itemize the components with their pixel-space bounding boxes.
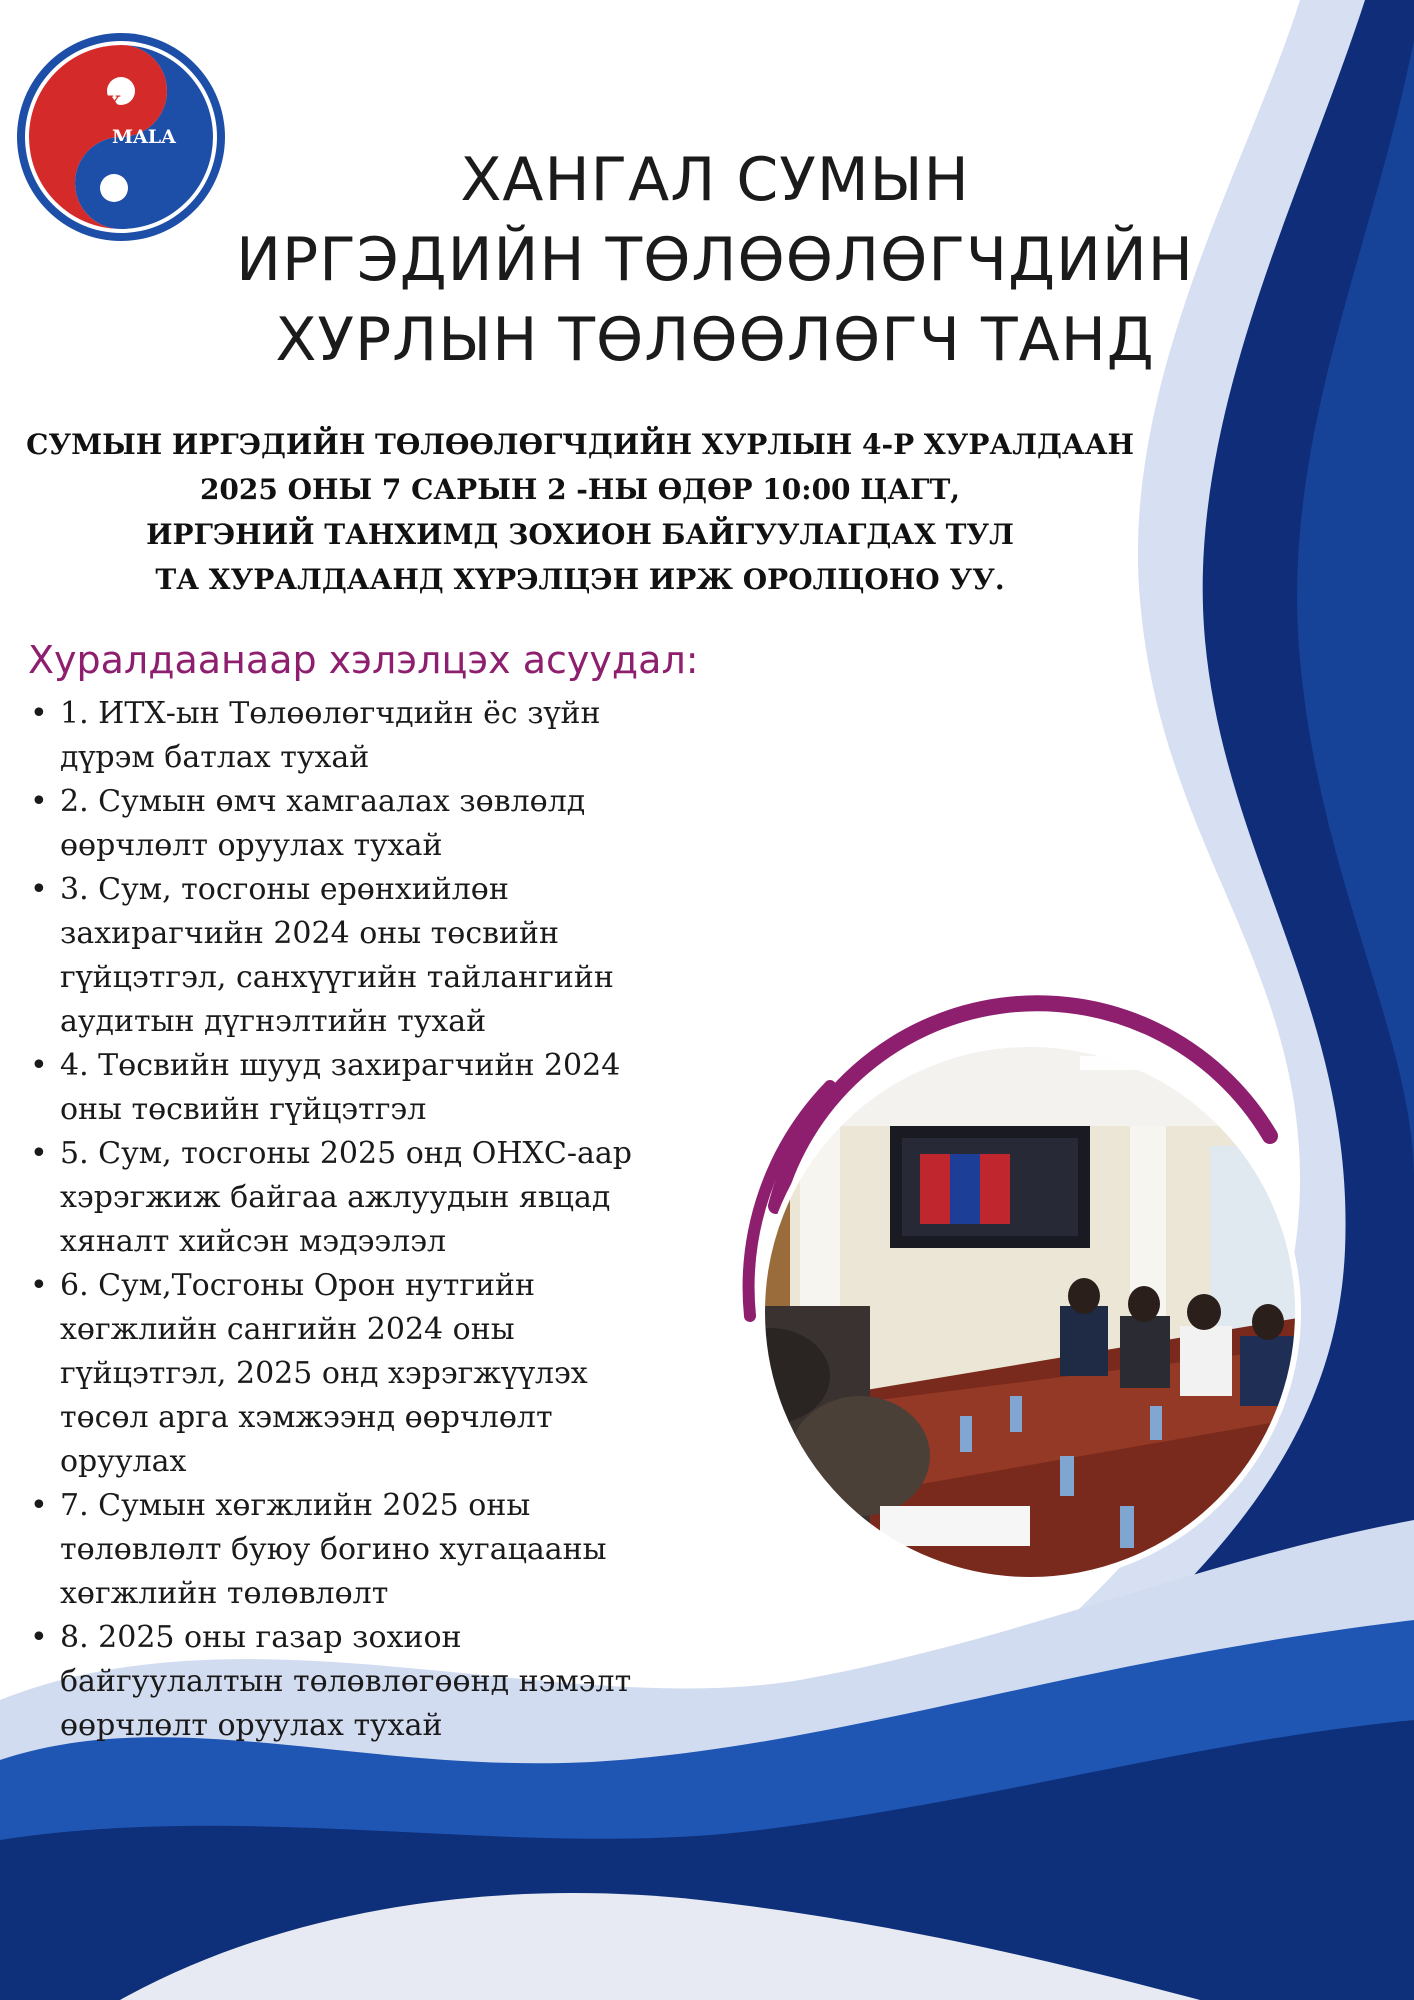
agenda-item-line: 1. ИТХ-ын Төлөөлөгчдийн ёс зүйн <box>60 696 601 731</box>
agenda-item-line: өөрчлөлт оруулах тухай <box>60 828 443 863</box>
meeting-photo <box>710 986 1326 1602</box>
bullet-icon: • <box>30 696 48 731</box>
meeting-notice <box>0 422 1160 602</box>
agenda-item-line: өөрчлөлт оруулах тухай <box>60 1708 443 1743</box>
agenda-heading: Хуралдаанаар хэлэлцэх асуудал: <box>28 638 699 682</box>
agenda-item-line: байгуулалтын төлөвлөгөөнд нэмэлт <box>60 1664 632 1699</box>
agenda-item <box>26 1132 706 1264</box>
title-line: ХУРЛЫН ТӨЛӨӨЛӨГЧ ТАНД <box>275 305 1155 375</box>
title-line: ИРГЭДИЙН ТӨЛӨӨЛӨГЧДИЙН <box>236 225 1194 295</box>
agenda-item <box>26 868 706 1044</box>
bullet-icon: • <box>30 1620 48 1655</box>
agenda-item-line: аудитын дүгнэлтийн тухай <box>60 1004 487 1039</box>
title-line: ХАНГАЛ СУМЫН <box>460 145 970 215</box>
agenda-item-line: 8. 2025 оны газар зохион <box>60 1620 462 1655</box>
agenda-item <box>26 780 706 868</box>
agenda-item-line: хэрэгжиж байгаа ажлуудын явцад <box>60 1180 611 1215</box>
bullet-icon: • <box>30 784 48 819</box>
page-title <box>210 140 1220 380</box>
agenda-item-line: оны төсвийн гүйцэтгэл <box>60 1092 427 1127</box>
notice-line: ТА ХУРАЛДААНД ХҮРЭЛЦЭН ИРЖ ОРОЛЦОНО УУ. <box>155 563 1005 596</box>
agenda-item-line: 5. Сум, тосгоны 2025 онд ОНХС-аар <box>60 1136 632 1171</box>
agenda-item-line: төлөвлөлт буюу богино хугацааны <box>60 1532 607 1567</box>
notice-line: ИРГЭНИЙ ТАНХИМД ЗОХИОН БАЙГУУЛАГДАХ ТУЛ <box>146 518 1014 551</box>
agenda-item <box>26 1044 706 1132</box>
agenda-item-line: хөгжлийн төлөвлөлт <box>60 1576 389 1611</box>
agenda-item <box>26 1616 706 1748</box>
agenda-item-line: 3. Сум, тосгоны ерөнхийлөн <box>60 872 509 907</box>
agenda-item <box>26 1484 706 1616</box>
agenda-item-line: гүйцэтгэл, 2025 онд хэрэгжүүлэх <box>60 1356 588 1391</box>
agenda-item-line: оруулах <box>60 1444 187 1479</box>
agenda-item-line: 2. Сумын өмч хамгаалах зөвлөлд <box>60 784 586 819</box>
agenda-item-line: 7. Сумын хөгжлийн 2025 оны <box>60 1488 531 1523</box>
bullet-icon: • <box>30 1268 48 1303</box>
agenda-item-line: дүрэм батлах тухай <box>60 740 370 775</box>
agenda-item-line: гүйцэтгэл, санхүүгийн тайлангийн <box>60 960 614 995</box>
logo-text-bottom: MALA <box>112 126 176 148</box>
bullet-icon: • <box>30 1488 48 1523</box>
agenda-list <box>26 692 706 1748</box>
agenda-item <box>26 692 706 780</box>
agenda-item-line: 4. Төсвийн шууд захирагчийн 2024 <box>60 1048 621 1083</box>
bullet-icon: • <box>30 1136 48 1171</box>
agenda-item-line: төсөл арга хэмжээнд өөрчлөлт <box>60 1400 553 1435</box>
agenda-item-line: хяналт хийсэн мэдээлэл <box>60 1224 447 1259</box>
agenda-item-line: хөгжлийн сангийн 2024 оны <box>60 1312 515 1347</box>
notice-line: СУМЫН ИРГЭДИЙН ТӨЛӨӨЛӨГЧДИЙН ХУРЛЫН 4-Р ХУРАЛДААН <box>26 428 1134 461</box>
agenda-item-line: 6. Сум,Тосгоны Орон нутгийн <box>60 1268 536 1303</box>
bullet-icon: • <box>30 872 48 907</box>
logo-text-top: МНУХ <box>52 92 122 114</box>
agenda-item-line: захирагчийн 2024 оны төсвийн <box>60 916 560 951</box>
notice-line: 2025 ОНЫ 7 САРЫН 2 -НЫ ӨДӨР 10:00 ЦАГТ, <box>199 473 961 506</box>
bullet-icon: • <box>30 1048 48 1083</box>
agenda-item <box>26 1264 706 1484</box>
